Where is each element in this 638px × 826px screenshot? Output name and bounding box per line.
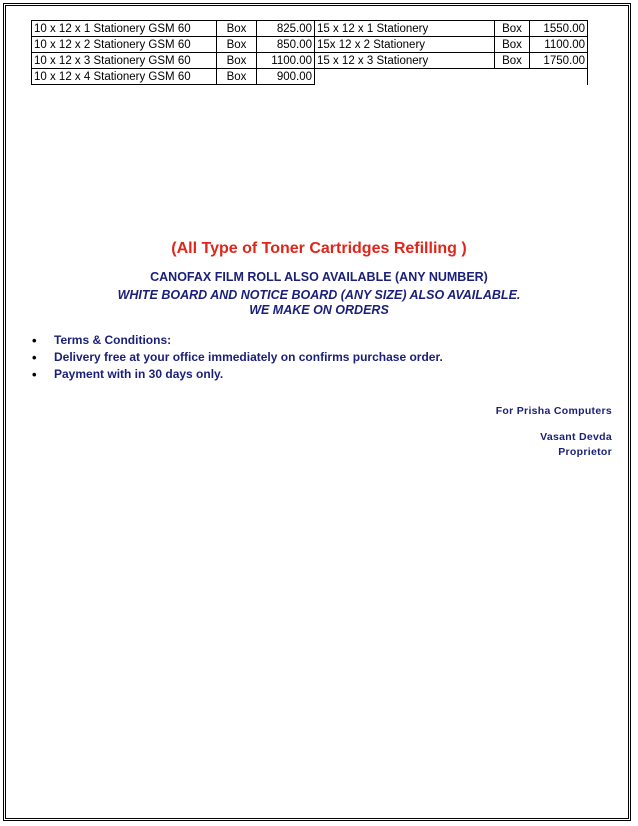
unit-cell: Box xyxy=(495,53,530,69)
signature-company: For Prisha Computers xyxy=(495,405,612,417)
unit-cell: Box xyxy=(217,37,257,53)
item-cell: 10 x 12 x 1 Stationery GSM 60 xyxy=(32,21,217,37)
price-cell: 1550.00 xyxy=(530,21,588,37)
note-line: WHITE BOARD AND NOTICE BOARD (ANY SIZE) ALSO AVAILABLE. xyxy=(117,288,521,302)
price-table xyxy=(31,20,588,85)
terms-text: Delivery free at your office immediately on confirms purchase order. xyxy=(54,350,443,364)
price-cell: 1100.00 xyxy=(257,53,315,69)
price-cell: 825.00 xyxy=(257,21,315,37)
price-cell: 850.00 xyxy=(257,37,315,53)
item-cell: 15 x 12 x 3 Stationery xyxy=(315,53,495,69)
price-cell: 900.00 xyxy=(257,69,315,85)
list-item xyxy=(32,332,443,349)
bullet-icon: • xyxy=(32,367,37,382)
unit-cell: Box xyxy=(217,53,257,69)
table-row xyxy=(32,21,588,37)
note-line: CANOFAX FILM ROLL ALSO AVAILABLE (ANY NUMBER) xyxy=(150,270,488,284)
bullet-icon: • xyxy=(32,333,37,348)
item-cell: 15 x 12 x 1 Stationery xyxy=(315,21,495,37)
list-item xyxy=(32,366,443,383)
table-row xyxy=(32,37,588,53)
bullet-icon: • xyxy=(32,350,37,365)
empty-cell xyxy=(315,69,588,85)
terms-text: Payment with in 30 days only. xyxy=(54,367,224,381)
table-row xyxy=(32,53,588,69)
terms-text: Terms & Conditions: xyxy=(54,333,172,347)
note-line: WE MAKE ON ORDERS xyxy=(249,303,389,317)
unit-cell: Box xyxy=(495,21,530,37)
table-row xyxy=(32,69,588,85)
signature-name: Vasant Devda xyxy=(540,431,612,443)
list-item xyxy=(32,349,443,366)
item-cell: 15x 12 x 2 Stationery xyxy=(315,37,495,53)
unit-cell: Box xyxy=(217,21,257,37)
item-cell: 10 x 12 x 3 Stationery GSM 60 xyxy=(32,53,217,69)
item-cell: 10 x 12 x 2 Stationery GSM 60 xyxy=(32,37,217,53)
signature-title: Proprietor xyxy=(558,446,612,458)
price-cell: 1100.00 xyxy=(530,37,588,53)
price-cell: 1750.00 xyxy=(530,53,588,69)
unit-cell: Box xyxy=(217,69,257,85)
unit-cell: Box xyxy=(495,37,530,53)
headline: (All Type of Toner Cartridges Refilling ) xyxy=(171,240,467,257)
terms-list xyxy=(32,332,443,383)
item-cell: 10 x 12 x 4 Stationery GSM 60 xyxy=(32,69,217,85)
